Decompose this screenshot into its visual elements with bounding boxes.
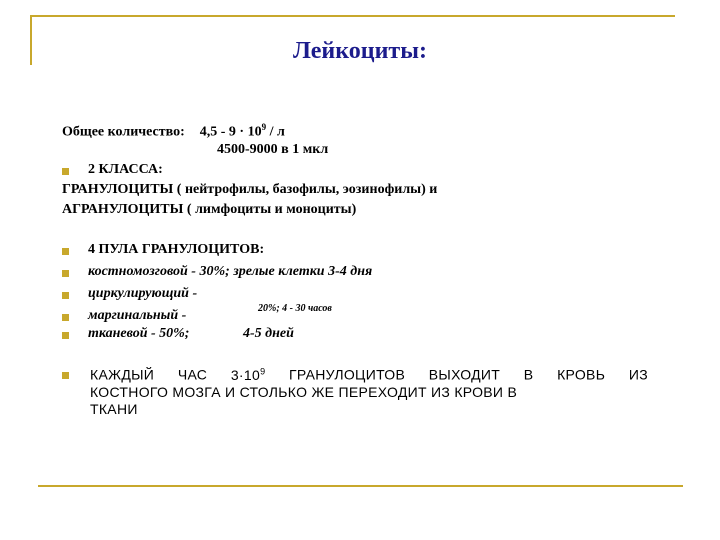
granulocytes-detail: ( нейтрофилы, базофилы, эозинофилы) и	[173, 182, 438, 197]
tissue-days: 4-5 дней	[243, 326, 294, 341]
agranulocytes-line	[62, 202, 356, 218]
agranulocytes-label: АГРАНУЛОЦИТЫ	[62, 202, 184, 217]
agranulocytes-detail: ( лимфоциты и моноциты)	[183, 202, 357, 217]
total-value: 4,5 - 9 · 10	[199, 124, 262, 140]
total-label: Общее количество:	[62, 124, 185, 140]
hourly-line-2: КОСТНОГО МОЗГА И СТОЛЬКО ЖЕ ПЕРЕХОДИТ ИЗ КРОВИ В	[90, 384, 518, 400]
pool-item: циркулирующий -	[88, 286, 198, 301]
pools-heading: 4 ПУЛА ГРАНУЛОЦИТОВ:	[88, 242, 265, 257]
top-rule	[30, 15, 675, 17]
hourly-word: ИЗ	[628, 366, 648, 383]
slide-title: Лейкоциты:	[293, 38, 427, 64]
bullet-icon	[62, 332, 69, 339]
bottom-rule	[38, 485, 683, 487]
hourly-word: КАЖДЫЙ	[90, 366, 155, 383]
hourly-line-1	[90, 366, 648, 383]
bullet-icon	[62, 248, 69, 255]
hourly-exponent: 9	[260, 366, 266, 376]
bullet-icon	[62, 314, 69, 321]
bullet-icon	[62, 372, 69, 379]
bullet-icon	[62, 292, 69, 299]
total-alt: 4500-9000 в 1 мкл	[217, 142, 329, 157]
granulocytes-label: ГРАНУЛОЦИТЫ	[62, 182, 174, 197]
hourly-word: В	[523, 366, 534, 383]
pool-item: тканевой - 50%;	[88, 326, 190, 341]
hourly-word: ЧАС	[177, 366, 208, 383]
hourly-word: КРОВЬ	[557, 366, 606, 383]
total-unit: / л	[266, 124, 285, 140]
granulocytes-line	[62, 182, 437, 198]
pool-item: костномозговой - 30%; зрелые клетки 3-4 дня	[88, 264, 373, 279]
hourly-word: ВЫХОДИТ	[428, 366, 501, 383]
bullet-icon	[62, 270, 69, 277]
hourly-word	[231, 367, 266, 383]
hourly-number: 3	[230, 366, 239, 383]
total-exponent: 9	[261, 122, 267, 132]
pool-item: маргинальный -	[88, 308, 187, 323]
hourly-line-3: ТКАНИ	[90, 401, 138, 417]
hourly-word: ГРАНУЛОЦИТОВ	[289, 366, 406, 383]
hourly-power-base: ·10	[238, 366, 261, 383]
total-line	[62, 122, 285, 141]
classes-heading: 2 КЛАССА:	[88, 162, 163, 177]
pool-note: 20%; 4 - 30 часов	[258, 303, 332, 314]
bullet-icon	[62, 168, 69, 175]
